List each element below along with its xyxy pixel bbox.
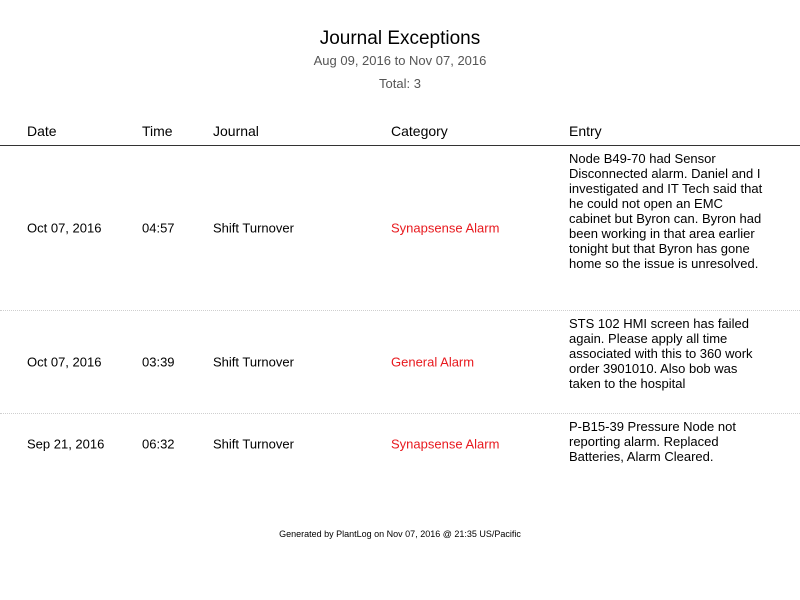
report-title: Journal Exceptions <box>319 28 481 49</box>
cell-date: Oct 07, 2016 <box>27 220 102 236</box>
table-row <box>0 311 800 414</box>
header-entry: Entry <box>569 123 602 139</box>
cell-entry: STS 102 HMI screen has failed again. Please apply all time associated with this to 360 work order 3901010. Also bob was taken to the hospital <box>569 316 753 391</box>
report-footer: Generated by PlantLog on Nov 07, 2016 @ 21:35 US/Pacific <box>279 529 521 539</box>
cell-category: General Alarm <box>391 354 475 370</box>
cell-category: Synapsense Alarm <box>391 220 500 236</box>
cell-category: Synapsense Alarm <box>391 436 500 452</box>
table-header-row <box>0 112 800 146</box>
cell-journal: Shift Turnover <box>213 220 294 236</box>
table-row <box>0 414 800 474</box>
cell-time: 04:57 <box>142 220 175 236</box>
report-total: Total: 3 <box>379 76 421 91</box>
exceptions-table <box>0 112 800 474</box>
cell-time: 06:32 <box>142 436 175 452</box>
report-date-range: Aug 09, 2016 to Nov 07, 2016 <box>313 53 487 68</box>
table-row <box>0 146 800 311</box>
cell-journal: Shift Turnover <box>213 354 294 370</box>
cell-date: Sep 21, 2016 <box>27 436 105 452</box>
cell-date: Oct 07, 2016 <box>27 354 102 370</box>
cell-journal: Shift Turnover <box>213 436 294 452</box>
header-time: Time <box>142 123 173 139</box>
cell-time: 03:39 <box>142 354 175 370</box>
header-category: Category <box>391 123 448 139</box>
cell-entry: P-B15-39 Pressure Node not reporting alarm. Replaced Batteries, Alarm Cleared. <box>569 419 736 464</box>
cell-entry: Node B49-70 had Sensor Disconnected alarm. Daniel and I investigated and IT Tech said that he could not open an EMC cabinet but Byron can. Byron had been working in that area earlier tonight but that Byron has gone home so the issue is unresolved. <box>569 151 763 271</box>
header-journal: Journal <box>213 123 259 139</box>
header-date: Date <box>27 123 57 139</box>
